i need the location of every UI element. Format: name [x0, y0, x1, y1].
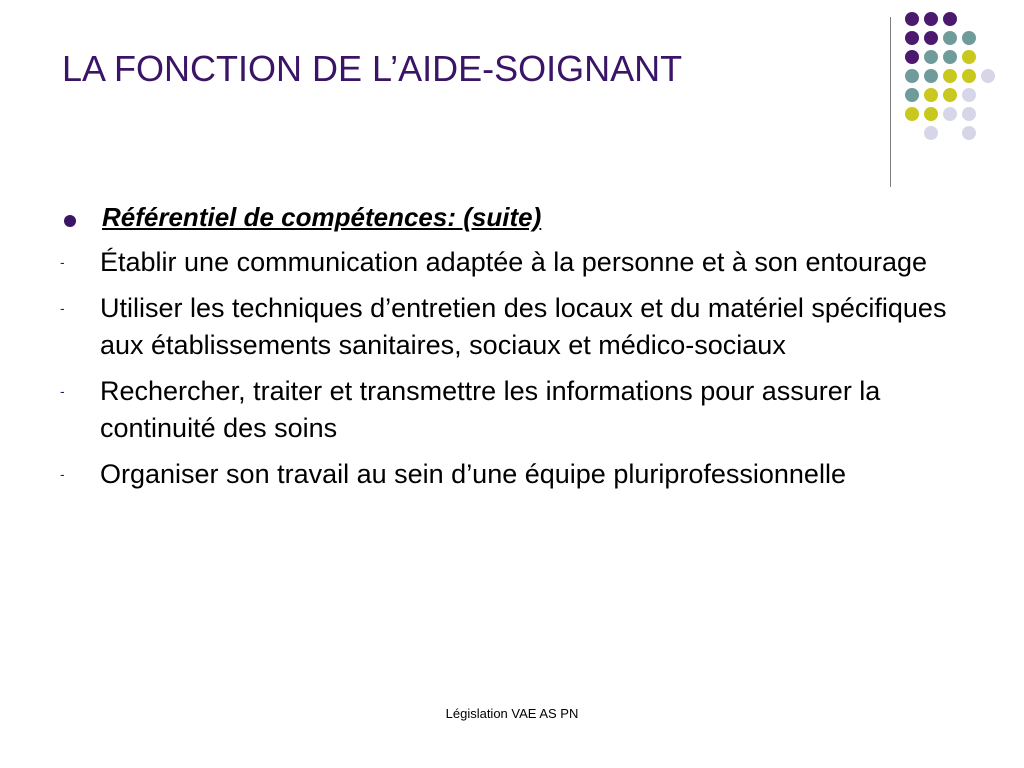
decorative-dot-icon [905, 50, 919, 64]
list-item [60, 244, 960, 281]
decorative-dot-icon [943, 12, 957, 26]
decorative-dot-icon [924, 88, 938, 102]
dash-marker: - [60, 466, 65, 482]
decorative-dot-icon [962, 69, 976, 83]
list-item-text: Utiliser les techniques d’entretien des locaux et du matériel spécifiques aux établissements sanitaires, sociaux et médico-sociaux [100, 293, 947, 360]
decorative-dot-icon [905, 107, 919, 121]
section-heading-row [60, 200, 960, 244]
dash-marker: - [60, 254, 65, 270]
slide-content [60, 200, 960, 502]
decorative-dot-icon [905, 31, 919, 45]
decorative-dot-icon [905, 69, 919, 83]
decorative-dot-icon [943, 107, 957, 121]
decorative-dot-icon [962, 31, 976, 45]
decorative-dot-icon [924, 69, 938, 83]
decorative-dot-icon [962, 107, 976, 121]
section-heading: Référentiel de compétences: (suite) [102, 202, 542, 232]
list-item [60, 373, 960, 447]
bullet-dot-icon [64, 215, 76, 227]
dash-marker: - [60, 300, 65, 316]
list-item [60, 456, 960, 493]
decorative-dot-icon [943, 31, 957, 45]
decorative-dot-icon [924, 12, 938, 26]
list-item-text: Rechercher, traiter et transmettre les informations pour assurer la continuité des soins [100, 376, 881, 443]
decorative-dot-icon [924, 50, 938, 64]
decorative-dot-icon [943, 88, 957, 102]
decorative-dot-icon [905, 12, 919, 26]
decorative-dot-icon [924, 107, 938, 121]
list-item-text: Organiser son travail au sein d’une équipe pluriprofessionnelle [100, 459, 846, 489]
list-item-text: Établir une communication adaptée à la personne et à son entourage [100, 247, 928, 277]
slide-title: LA FONCTION DE L’AIDE-SOIGNANT [62, 48, 683, 89]
vertical-divider [890, 17, 891, 187]
decorative-dot-icon [962, 88, 976, 102]
decorative-dot-icon [981, 69, 995, 83]
decorative-dot-icon [962, 126, 976, 140]
slide-footer: Législation VAE AS PN [445, 706, 579, 721]
decorative-dot-icon [943, 69, 957, 83]
decorative-dot-icon [924, 126, 938, 140]
decorative-dot-icon [962, 50, 976, 64]
decorative-dot-icon [924, 31, 938, 45]
dash-marker: - [60, 383, 65, 399]
decorative-dot-icon [943, 50, 957, 64]
decorative-dot-icon [905, 88, 919, 102]
list-item [60, 290, 960, 364]
